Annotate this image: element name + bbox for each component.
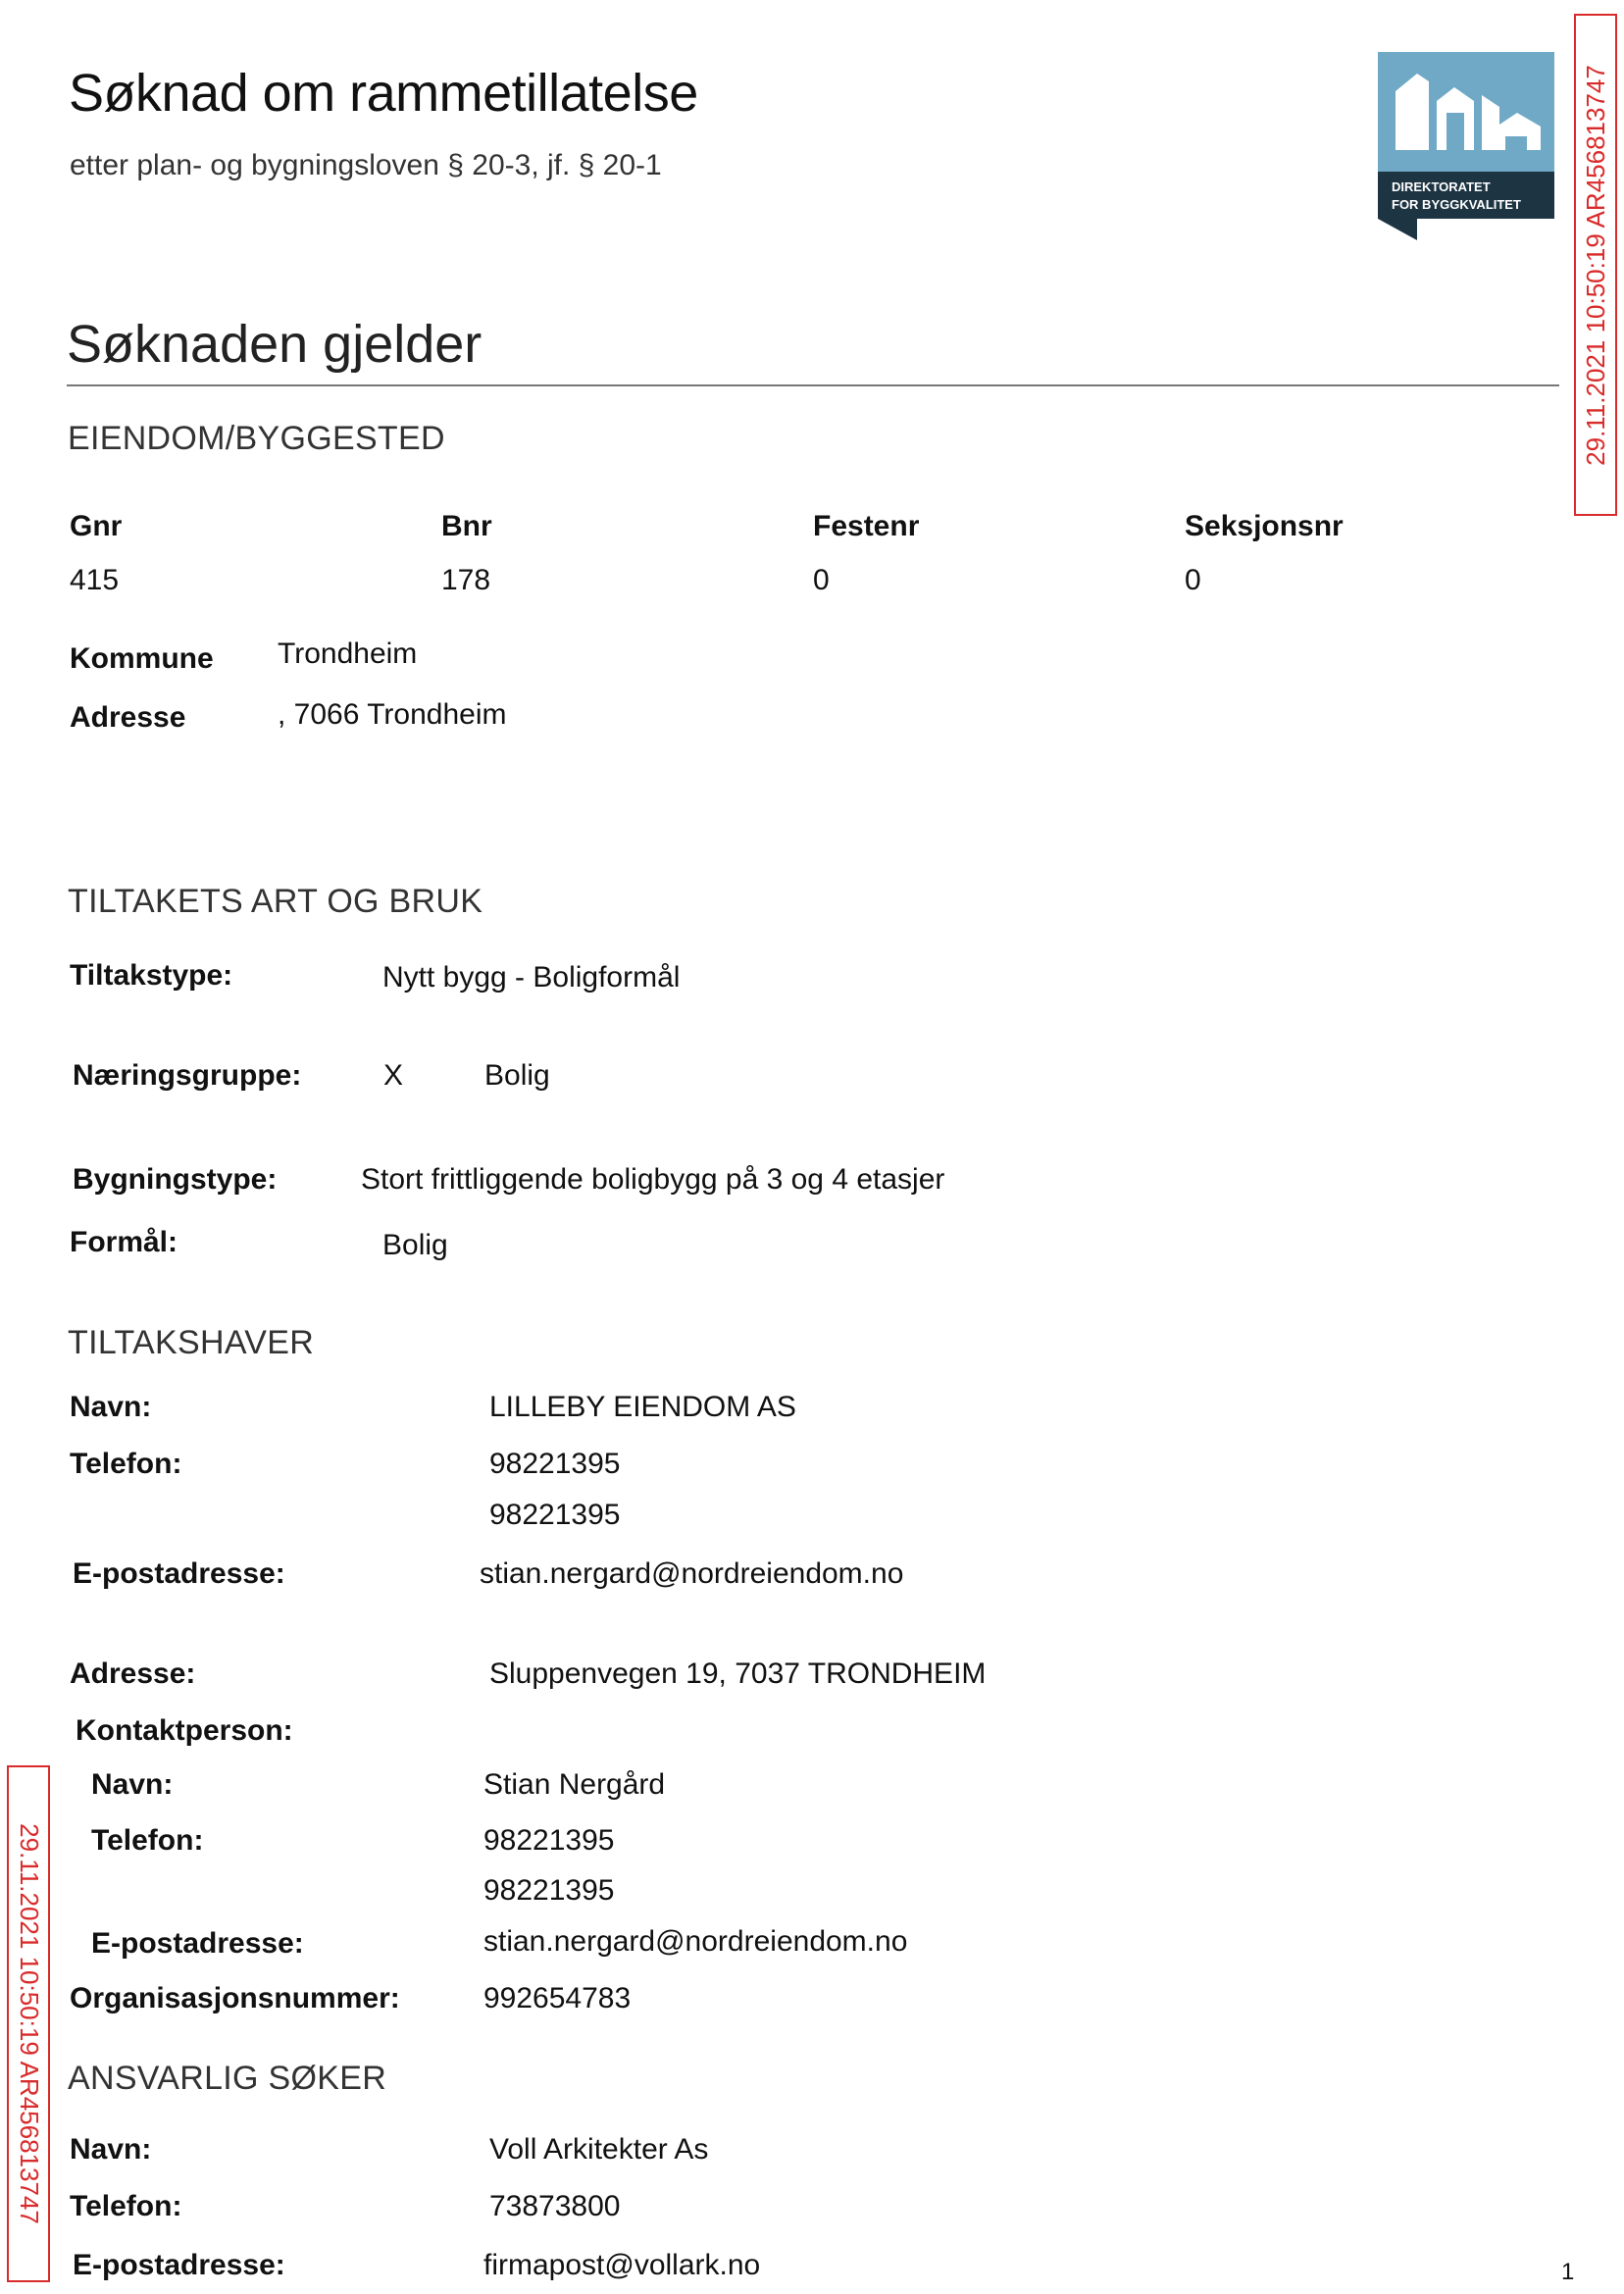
kontakt-navn-label: Navn: [91,1768,174,1801]
dibk-logo-icon [1378,52,1554,240]
dibk-logo [1378,52,1554,240]
document-title: Søknad om rammetillatelse [69,64,698,123]
tiltakshaver-telefon-label: Telefon: [70,1448,182,1480]
ansvarlig-navn-label: Navn: [70,2133,152,2166]
tiltak-heading: TILTAKETS ART OG BRUK [68,883,483,920]
gnr-value: 415 [70,564,120,596]
ansvarlig-epost-label: E-postadresse: [73,2249,285,2281]
tiltakshaver-navn-label: Navn: [70,1391,152,1423]
ansvarlig-epost-value: firmapost@vollark.no [483,2249,761,2281]
kontaktperson-label: Kontaktperson: [76,1714,293,1747]
page-number: 1 [1561,2259,1575,2285]
seksjonsnr-label: Seksjonsnr [1185,510,1344,542]
stamp-text: 29.11.2021 10:50:19 AR456813747 [14,1823,44,2224]
tiltakshaver-heading: TILTAKSHAVER [68,1324,315,1361]
orgnr-label: Organisasjonsnummer: [70,1982,400,2014]
kommune-value: Trondheim [278,637,418,670]
formal-label: Formål: [70,1226,178,1258]
tiltakshaver-epost-value: stian.nergard@nordreiendom.no [480,1557,904,1590]
logo-text-line2: FOR BYGGKVALITET [1392,197,1521,212]
document-subtitle: etter plan- og bygningsloven § 20-3, jf. § 20-1 [70,149,662,181]
bnr-label: Bnr [441,510,492,542]
tiltakstype-value: Nytt bygg - Boligformål [382,961,681,994]
eiendom-heading: EIENDOM/BYGGESTED [68,420,445,457]
naeringsgruppe-code: X [383,1059,404,1092]
ansvarlig-telefon-label: Telefon: [70,2190,182,2222]
seksjonsnr-value: 0 [1185,564,1201,596]
kontakt-epost-label: E-postadresse: [91,1927,304,1960]
bnr-value: 178 [441,564,491,596]
festenr-value: 0 [813,564,830,596]
tiltakshaver-adresse-label: Adresse: [70,1657,196,1690]
tiltakstype-label: Tiltakstype: [70,959,233,992]
tiltakshaver-adresse-value: Sluppenvegen 19, 7037 TRONDHEIM [489,1657,987,1690]
tiltakshaver-epost-label: E-postadresse: [73,1557,285,1590]
timestamp-stamp-left [7,1765,50,2282]
adresse-value: , 7066 Trondheim [278,698,507,731]
tiltakshaver-telefon-value-2: 98221395 [489,1499,621,1531]
kommune-label: Kommune [70,642,214,675]
kontakt-navn-value: Stian Nergård [483,1768,666,1801]
festenr-label: Festenr [813,510,920,542]
kontakt-telefon-value-1: 98221395 [483,1824,615,1857]
timestamp-stamp-right [1574,14,1617,516]
ansvarlig-navn-value: Voll Arkitekter As [489,2133,709,2166]
naeringsgruppe-label: Næringsgruppe: [73,1059,302,1092]
formal-value: Bolig [382,1229,448,1261]
naeringsgruppe-value: Bolig [484,1059,550,1092]
tiltakshaver-telefon-value-1: 98221395 [489,1448,621,1480]
gnr-label: Gnr [70,510,123,542]
stamp-text: 29.11.2021 10:50:19 AR456813747 [1580,64,1610,466]
kontakt-telefon-value-2: 98221395 [483,1874,615,1907]
kontakt-epost-value: stian.nergard@nordreiendom.no [483,1925,908,1958]
ansvarlig-heading: ANSVARLIG SØKER [68,2060,387,2097]
bygningstype-label: Bygningstype: [73,1163,278,1196]
bygningstype-value: Stort frittliggende boligbygg på 3 og 4 etasjer [361,1163,945,1196]
kontakt-telefon-label: Telefon: [91,1824,204,1857]
ansvarlig-telefon-value: 73873800 [489,2190,621,2222]
logo-text-line1: DIREKTORATET [1392,179,1491,194]
section-title: Søknaden gjelder [67,315,482,374]
section-divider [67,384,1559,386]
orgnr-value: 992654783 [483,1982,632,2014]
adresse-label: Adresse [70,701,186,734]
tiltakshaver-navn-value: LILLEBY EIENDOM AS [489,1391,796,1423]
